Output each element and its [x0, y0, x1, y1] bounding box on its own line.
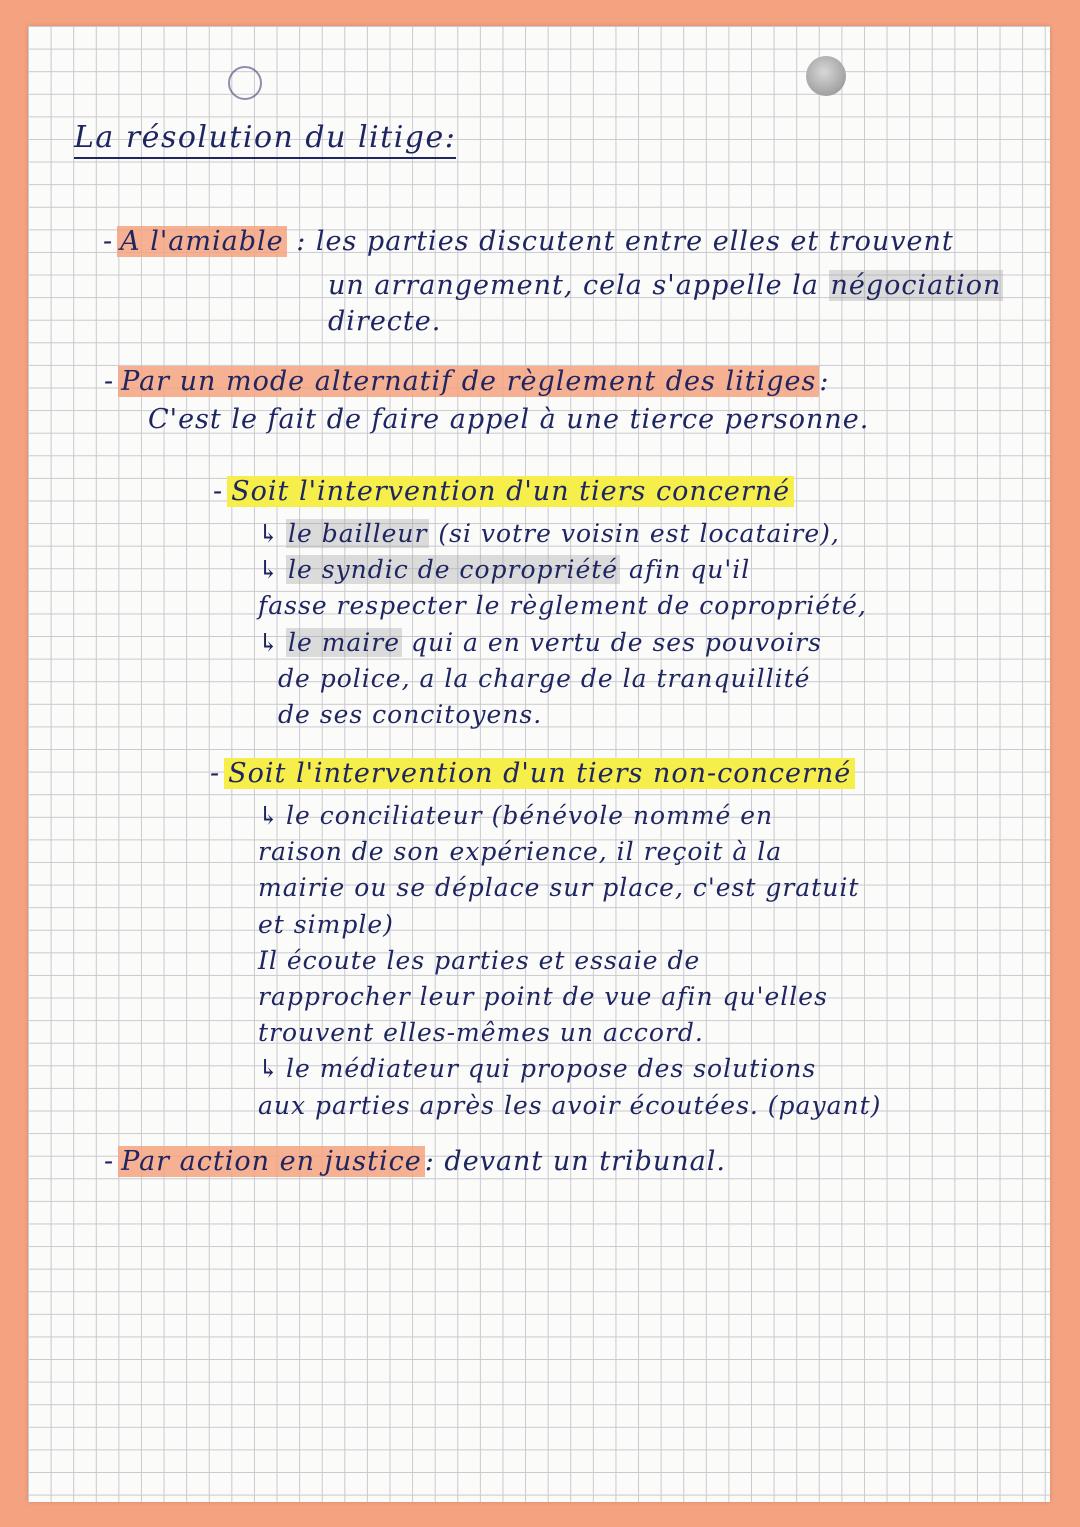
hole-mark-left	[228, 66, 262, 100]
option2-line-2: raison de son expérience, il reçoit à la	[258, 837, 783, 867]
punch-hole-right	[806, 56, 846, 96]
amiable-line-1: : les parties discutent entre elles et trouvent	[296, 226, 954, 257]
option1-item-maire-cont1: de police, a la charge de la tranquillité	[278, 663, 811, 693]
option2-lines	[258, 798, 881, 1124]
section-alternatif: - Par un mode alternatif de règlement des litiges :	[104, 366, 830, 397]
negociation-word: négociation	[830, 270, 1002, 301]
section-amiable: - A l'amiable : les parties discutent entre elles et trouvent	[103, 226, 954, 257]
option1-heading: Soit l'intervention d'un tiers concerné	[227, 476, 794, 507]
option2-line-8: ↳ le médiateur qui propose des solutions	[258, 1054, 817, 1084]
option1-item-maire-cont2: de ses concitoyens.	[278, 700, 543, 730]
option2-line-4: et simple)	[258, 909, 394, 939]
page-title: La résolution du litige:	[74, 120, 456, 159]
section-justice-label: Par action en justice	[118, 1146, 425, 1177]
option1-item-maire: ↳ le maire qui a en vertu de ses pouvoirs	[258, 627, 822, 657]
amiable-line-3: directe.	[328, 306, 442, 337]
option2-line-3: mairie ou se déplace sur place, c'est gratuit	[258, 873, 860, 903]
option1-item-syndic: ↳ le syndic de copropriété afin qu'il	[258, 555, 751, 585]
option2-line-9: aux parties après les avoir écoutées. (payant)	[258, 1090, 882, 1120]
option2-line-5: Il écoute les parties et essaie de	[258, 945, 701, 975]
option2-heading: Soit l'intervention d'un tiers non-concerné	[224, 758, 855, 789]
option1-item-bailleur: ↳ le bailleur (si votre voisin est locataire),	[258, 519, 840, 548]
option1-items	[258, 516, 867, 733]
section-justice-rest: : devant un tribunal.	[424, 1146, 726, 1177]
option-tiers-concerne: - Soit l'intervention d'un tiers concerné	[213, 476, 794, 507]
section-alternatif-label: Par un mode alternatif de règlement des litiges	[118, 366, 819, 397]
option2-line-1: ↳ le conciliateur (bénévole nommé en	[258, 801, 774, 830]
option-tiers-non-concerne: - Soit l'intervention d'un tiers non-concerné	[210, 758, 855, 789]
section-alternatif-colon: :	[819, 366, 830, 397]
option2-line-7: trouvent elles-mêmes un accord.	[258, 1018, 704, 1048]
option2-line-6: rapprocher leur point de vue afin qu'elles	[258, 982, 828, 1012]
section-justice: - Par action en justice : devant un tribunal.	[104, 1146, 726, 1177]
amiable-line-2-wrap	[328, 270, 1003, 301]
section-alternatif-subtitle: C'est le fait de faire appel à une tierce personne.	[148, 404, 870, 435]
notebook-page	[28, 26, 1050, 1502]
option1-item-syndic-cont: fasse respecter le règlement de copropriété,	[258, 591, 867, 621]
amiable-line-2: un arrangement, cela s'appelle la	[328, 270, 819, 301]
section-amiable-label: A l'amiable	[117, 226, 286, 257]
